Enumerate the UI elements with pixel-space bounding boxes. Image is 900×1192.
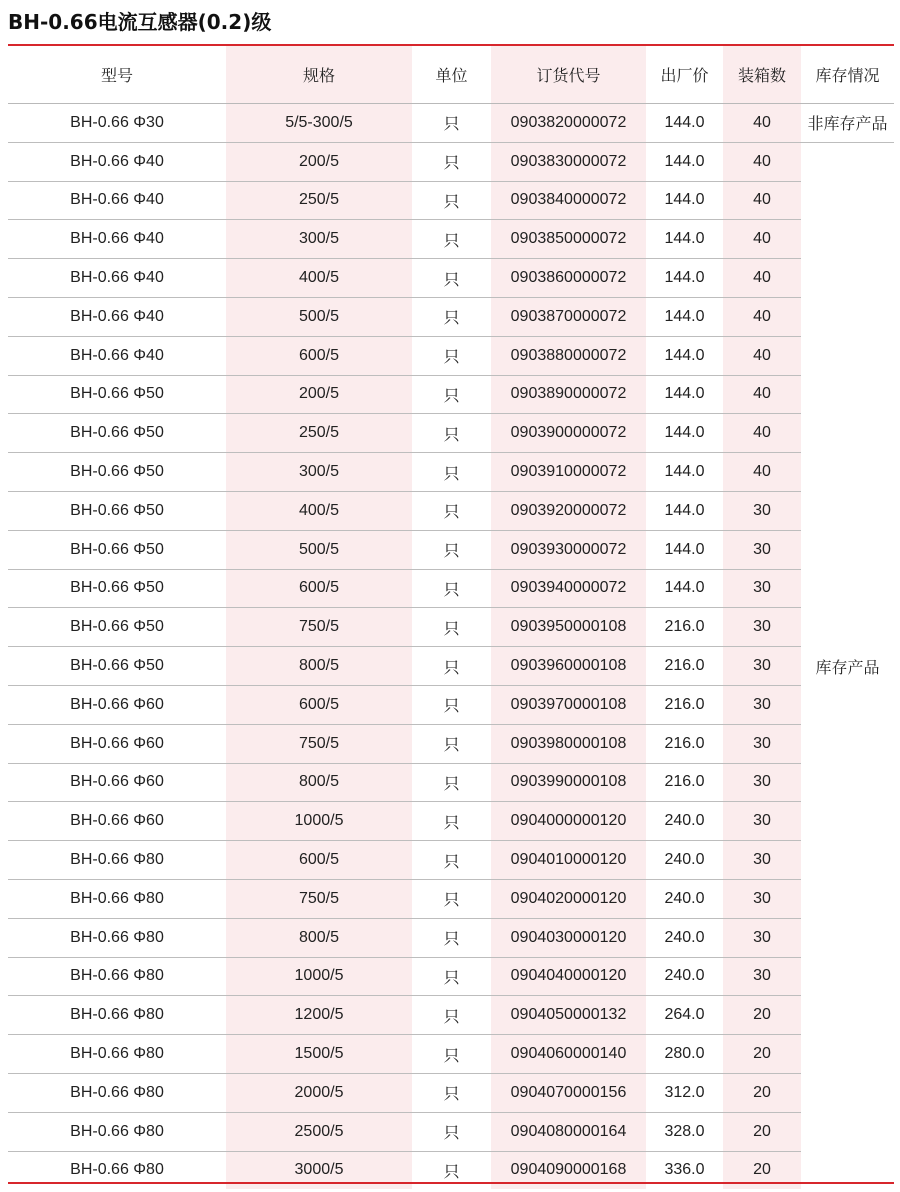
order-code-cell: 0904030000120 — [491, 918, 646, 957]
table-row — [8, 647, 894, 686]
pack-qty-cell: 40 — [723, 259, 801, 298]
pack-qty-cell: 20 — [723, 1035, 801, 1074]
price-cell: 240.0 — [646, 918, 723, 957]
order-code-cell: 0903850000072 — [491, 220, 646, 259]
spec-cell: 1200/5 — [226, 996, 412, 1035]
spec-cell: 800/5 — [226, 647, 412, 686]
spec-cell: 600/5 — [226, 336, 412, 375]
price-cell: 144.0 — [646, 259, 723, 298]
order-code-cell: 0903880000072 — [491, 336, 646, 375]
spec-cell: 400/5 — [226, 491, 412, 530]
spec-cell: 500/5 — [226, 530, 412, 569]
unit-cell: 只 — [412, 259, 491, 298]
price-cell: 144.0 — [646, 491, 723, 530]
table-row — [8, 259, 894, 298]
table-body — [8, 104, 894, 1190]
order-code-cell: 0904000000120 — [491, 802, 646, 841]
model-cell: BH-0.66 Φ50 — [8, 530, 226, 569]
table-row — [8, 724, 894, 763]
pack-qty-cell: 30 — [723, 802, 801, 841]
header-spec: 规格 — [226, 46, 412, 104]
model-cell: BH-0.66 Φ50 — [8, 453, 226, 492]
table-row — [8, 530, 894, 569]
pack-qty-cell: 40 — [723, 375, 801, 414]
price-cell: 240.0 — [646, 957, 723, 996]
unit-cell: 只 — [412, 453, 491, 492]
table-row — [8, 763, 894, 802]
price-cell: 216.0 — [646, 685, 723, 724]
pack-qty-cell: 20 — [723, 1073, 801, 1112]
table-row — [8, 841, 894, 880]
pack-qty-cell: 30 — [723, 491, 801, 530]
unit-cell: 只 — [412, 647, 491, 686]
order-code-cell: 0904020000120 — [491, 879, 646, 918]
pack-qty-cell: 20 — [723, 996, 801, 1035]
model-cell: BH-0.66 Φ50 — [8, 608, 226, 647]
table-row — [8, 802, 894, 841]
price-cell: 144.0 — [646, 297, 723, 336]
order-code-cell: 0903940000072 — [491, 569, 646, 608]
model-cell: BH-0.66 Φ60 — [8, 763, 226, 802]
unit-cell: 只 — [412, 104, 491, 143]
spec-cell: 750/5 — [226, 608, 412, 647]
order-code-cell: 0903830000072 — [491, 142, 646, 181]
pack-qty-cell: 40 — [723, 220, 801, 259]
price-cell: 240.0 — [646, 879, 723, 918]
spec-cell: 1000/5 — [226, 957, 412, 996]
model-cell: BH-0.66 Φ80 — [8, 957, 226, 996]
price-cell: 240.0 — [646, 841, 723, 880]
price-cell: 216.0 — [646, 763, 723, 802]
header-model: 型号 — [8, 46, 226, 104]
table-row — [8, 996, 894, 1035]
header-unit: 单位 — [412, 46, 491, 104]
table-row — [8, 142, 894, 181]
order-code-cell: 0903950000108 — [491, 608, 646, 647]
unit-cell: 只 — [412, 142, 491, 181]
pack-qty-cell: 20 — [723, 1112, 801, 1151]
pack-qty-cell: 40 — [723, 297, 801, 336]
order-code-cell: 0903990000108 — [491, 763, 646, 802]
pack-qty-cell: 30 — [723, 918, 801, 957]
order-code-cell: 0904070000156 — [491, 1073, 646, 1112]
spec-cell: 1000/5 — [226, 802, 412, 841]
pack-qty-cell: 30 — [723, 724, 801, 763]
spec-cell: 750/5 — [226, 724, 412, 763]
price-cell: 144.0 — [646, 530, 723, 569]
bottom-divider — [8, 1182, 894, 1184]
model-cell: BH-0.66 Φ80 — [8, 1035, 226, 1074]
order-code-cell: 0903870000072 — [491, 297, 646, 336]
stock-status-cell: 非库存产品 — [801, 104, 894, 143]
unit-cell: 只 — [412, 1112, 491, 1151]
price-cell: 216.0 — [646, 608, 723, 647]
price-cell: 336.0 — [664, 1161, 705, 1179]
pack-qty-cell: 30 — [723, 841, 801, 880]
table-row — [8, 453, 894, 492]
price-cell: 144.0 — [646, 569, 723, 608]
spec-cell: 600/5 — [226, 841, 412, 880]
pack-qty-cell: 40 — [723, 414, 801, 453]
pack-qty-cell: 30 — [723, 569, 801, 608]
unit-cell: 只 — [412, 181, 491, 220]
table-row — [8, 220, 894, 259]
price-cell: 216.0 — [646, 647, 723, 686]
table-row — [8, 336, 894, 375]
spec-cell: 200/5 — [226, 375, 412, 414]
order-code-cell: 0903920000072 — [491, 491, 646, 530]
spec-cell: 1500/5 — [226, 1035, 412, 1074]
order-code-cell: 0903820000072 — [491, 104, 646, 143]
model-cell: BH-0.66 Φ50 — [8, 375, 226, 414]
order-code-cell: 0903930000072 — [491, 530, 646, 569]
unit-cell: 只 — [412, 491, 491, 530]
table-row — [8, 957, 894, 996]
unit-cell: 只 — [412, 414, 491, 453]
order-code-cell: 0904010000120 — [491, 841, 646, 880]
header-price: 出厂价 — [646, 46, 723, 104]
spec-cell: 800/5 — [226, 918, 412, 957]
order-code-cell: 0903900000072 — [491, 414, 646, 453]
table-row — [8, 104, 894, 143]
table-header-row — [8, 46, 894, 104]
unit-cell: 只 — [412, 996, 491, 1035]
pack-qty-cell: 30 — [723, 608, 801, 647]
table-row — [8, 375, 894, 414]
price-table — [8, 46, 894, 1189]
model-cell: BH-0.66 Φ40 — [8, 220, 226, 259]
pack-qty-cell: 40 — [723, 104, 801, 143]
price-cell: 144.0 — [646, 453, 723, 492]
price-cell: 144.0 — [646, 375, 723, 414]
price-cell: 264.0 — [646, 996, 723, 1035]
model-cell: BH-0.66 Φ40 — [8, 142, 226, 181]
model-cell: BH-0.66 Φ80 — [8, 1073, 226, 1112]
spec-cell: 250/5 — [226, 181, 412, 220]
unit-cell: 只 — [412, 1035, 491, 1074]
price-cell: 144.0 — [646, 142, 723, 181]
table-row — [8, 1035, 894, 1074]
table-row — [8, 918, 894, 957]
price-cell: 312.0 — [646, 1073, 723, 1112]
model-cell: BH-0.66 Φ80 — [8, 1112, 226, 1151]
order-code-cell: 0904050000132 — [491, 996, 646, 1035]
unit-cell: 只 — [412, 569, 491, 608]
spec-cell: 2000/5 — [226, 1073, 412, 1112]
model-cell: BH-0.66 Φ80 — [8, 879, 226, 918]
stock-status-cell: 库存产品 — [815, 657, 880, 677]
model-cell: BH-0.66 Φ40 — [8, 297, 226, 336]
unit-cell: 只 — [412, 918, 491, 957]
table-row — [8, 685, 894, 724]
page-title: BH-0.66电流互感器(0.2)级 — [8, 10, 272, 34]
model-cell: BH-0.66 Φ50 — [8, 569, 226, 608]
price-cell: 144.0 — [646, 220, 723, 259]
unit-cell: 只 — [412, 297, 491, 336]
pack-qty-cell: 30 — [723, 957, 801, 996]
model-cell: BH-0.66 Φ40 — [8, 181, 226, 220]
header-pack-qty: 装箱数 — [723, 46, 801, 104]
table-row — [8, 1073, 894, 1112]
order-code-cell: 0903960000108 — [491, 647, 646, 686]
unit-cell: 只 — [412, 685, 491, 724]
order-code-cell: 0904090000168 — [491, 1151, 646, 1189]
pack-qty-cell: 30 — [723, 879, 801, 918]
spec-cell: 3000/5 — [226, 1151, 412, 1189]
table-row — [8, 608, 894, 647]
unit-cell: 只 — [412, 841, 491, 880]
order-code-cell: 0903980000108 — [491, 724, 646, 763]
model-cell: BH-0.66 Φ60 — [8, 724, 226, 763]
unit-cell: 只 — [412, 220, 491, 259]
header-order-code: 订货代号 — [491, 46, 646, 104]
table-row — [8, 491, 894, 530]
model-cell: BH-0.66 Φ30 — [8, 104, 226, 143]
pack-qty-cell: 30 — [723, 763, 801, 802]
table-row — [8, 1112, 894, 1151]
table-row — [8, 297, 894, 336]
unit-cell: 只 — [412, 763, 491, 802]
unit-cell: 只 — [412, 336, 491, 375]
price-cell: 240.0 — [646, 802, 723, 841]
table-row — [8, 414, 894, 453]
table-row — [8, 181, 894, 220]
model-cell: BH-0.66 Φ40 — [8, 259, 226, 298]
price-cell: 144.0 — [646, 336, 723, 375]
model-cell: BH-0.66 Φ40 — [8, 336, 226, 375]
spec-cell: 5/5-300/5 — [226, 104, 412, 143]
spec-cell: 600/5 — [226, 685, 412, 724]
spec-cell: 800/5 — [226, 763, 412, 802]
order-code-cell: 0903840000072 — [491, 181, 646, 220]
price-cell: 144.0 — [646, 414, 723, 453]
price-cell: 144.0 — [646, 104, 723, 143]
pack-qty-cell: 40 — [723, 181, 801, 220]
unit-cell: 只 — [412, 530, 491, 569]
unit-cell: 只 — [412, 879, 491, 918]
order-code-cell: 0903860000072 — [491, 259, 646, 298]
model-cell: BH-0.66 Φ50 — [8, 491, 226, 530]
price-cell: 216.0 — [646, 724, 723, 763]
table-row — [8, 879, 894, 918]
header-stock: 库存情况 — [801, 46, 894, 104]
order-code-cell: 0904040000120 — [491, 957, 646, 996]
model-cell: BH-0.66 Φ80 — [8, 841, 226, 880]
order-code-cell: 0903890000072 — [491, 375, 646, 414]
order-code-cell: 0903910000072 — [491, 453, 646, 492]
unit-cell: 只 — [412, 957, 491, 996]
pack-qty-cell: 30 — [723, 685, 801, 724]
spec-cell: 500/5 — [226, 297, 412, 336]
pack-qty-cell: 20 — [723, 1151, 801, 1189]
unit-cell: 只 — [412, 1073, 491, 1112]
unit-cell: 只 — [443, 1163, 460, 1181]
spec-cell: 750/5 — [226, 879, 412, 918]
model-cell: BH-0.66 Φ60 — [8, 685, 226, 724]
model-cell: BH-0.66 Φ80 — [8, 918, 226, 957]
pack-qty-cell: 30 — [723, 647, 801, 686]
model-cell: BH-0.66 Φ80 — [70, 1161, 164, 1179]
model-cell: BH-0.66 Φ60 — [8, 802, 226, 841]
pack-qty-cell: 40 — [723, 336, 801, 375]
unit-cell: 只 — [412, 802, 491, 841]
spec-cell: 2500/5 — [226, 1112, 412, 1151]
price-cell: 144.0 — [646, 181, 723, 220]
order-code-cell: 0903970000108 — [491, 685, 646, 724]
spec-cell: 250/5 — [226, 414, 412, 453]
order-code-cell: 0904060000140 — [491, 1035, 646, 1074]
order-code-cell: 0904080000164 — [491, 1112, 646, 1151]
spec-cell: 300/5 — [226, 453, 412, 492]
spec-cell: 300/5 — [226, 220, 412, 259]
model-cell: BH-0.66 Φ80 — [8, 996, 226, 1035]
model-cell: BH-0.66 Φ50 — [8, 647, 226, 686]
unit-cell: 只 — [412, 375, 491, 414]
price-cell: 328.0 — [646, 1112, 723, 1151]
pack-qty-cell: 40 — [723, 453, 801, 492]
unit-cell: 只 — [412, 608, 491, 647]
pack-qty-cell: 40 — [723, 142, 801, 181]
price-cell: 280.0 — [646, 1035, 723, 1074]
spec-cell: 400/5 — [226, 259, 412, 298]
spec-cell: 600/5 — [226, 569, 412, 608]
spec-cell: 200/5 — [226, 142, 412, 181]
unit-cell: 只 — [412, 724, 491, 763]
table-row — [8, 569, 894, 608]
pack-qty-cell: 30 — [723, 530, 801, 569]
model-cell: BH-0.66 Φ50 — [8, 414, 226, 453]
